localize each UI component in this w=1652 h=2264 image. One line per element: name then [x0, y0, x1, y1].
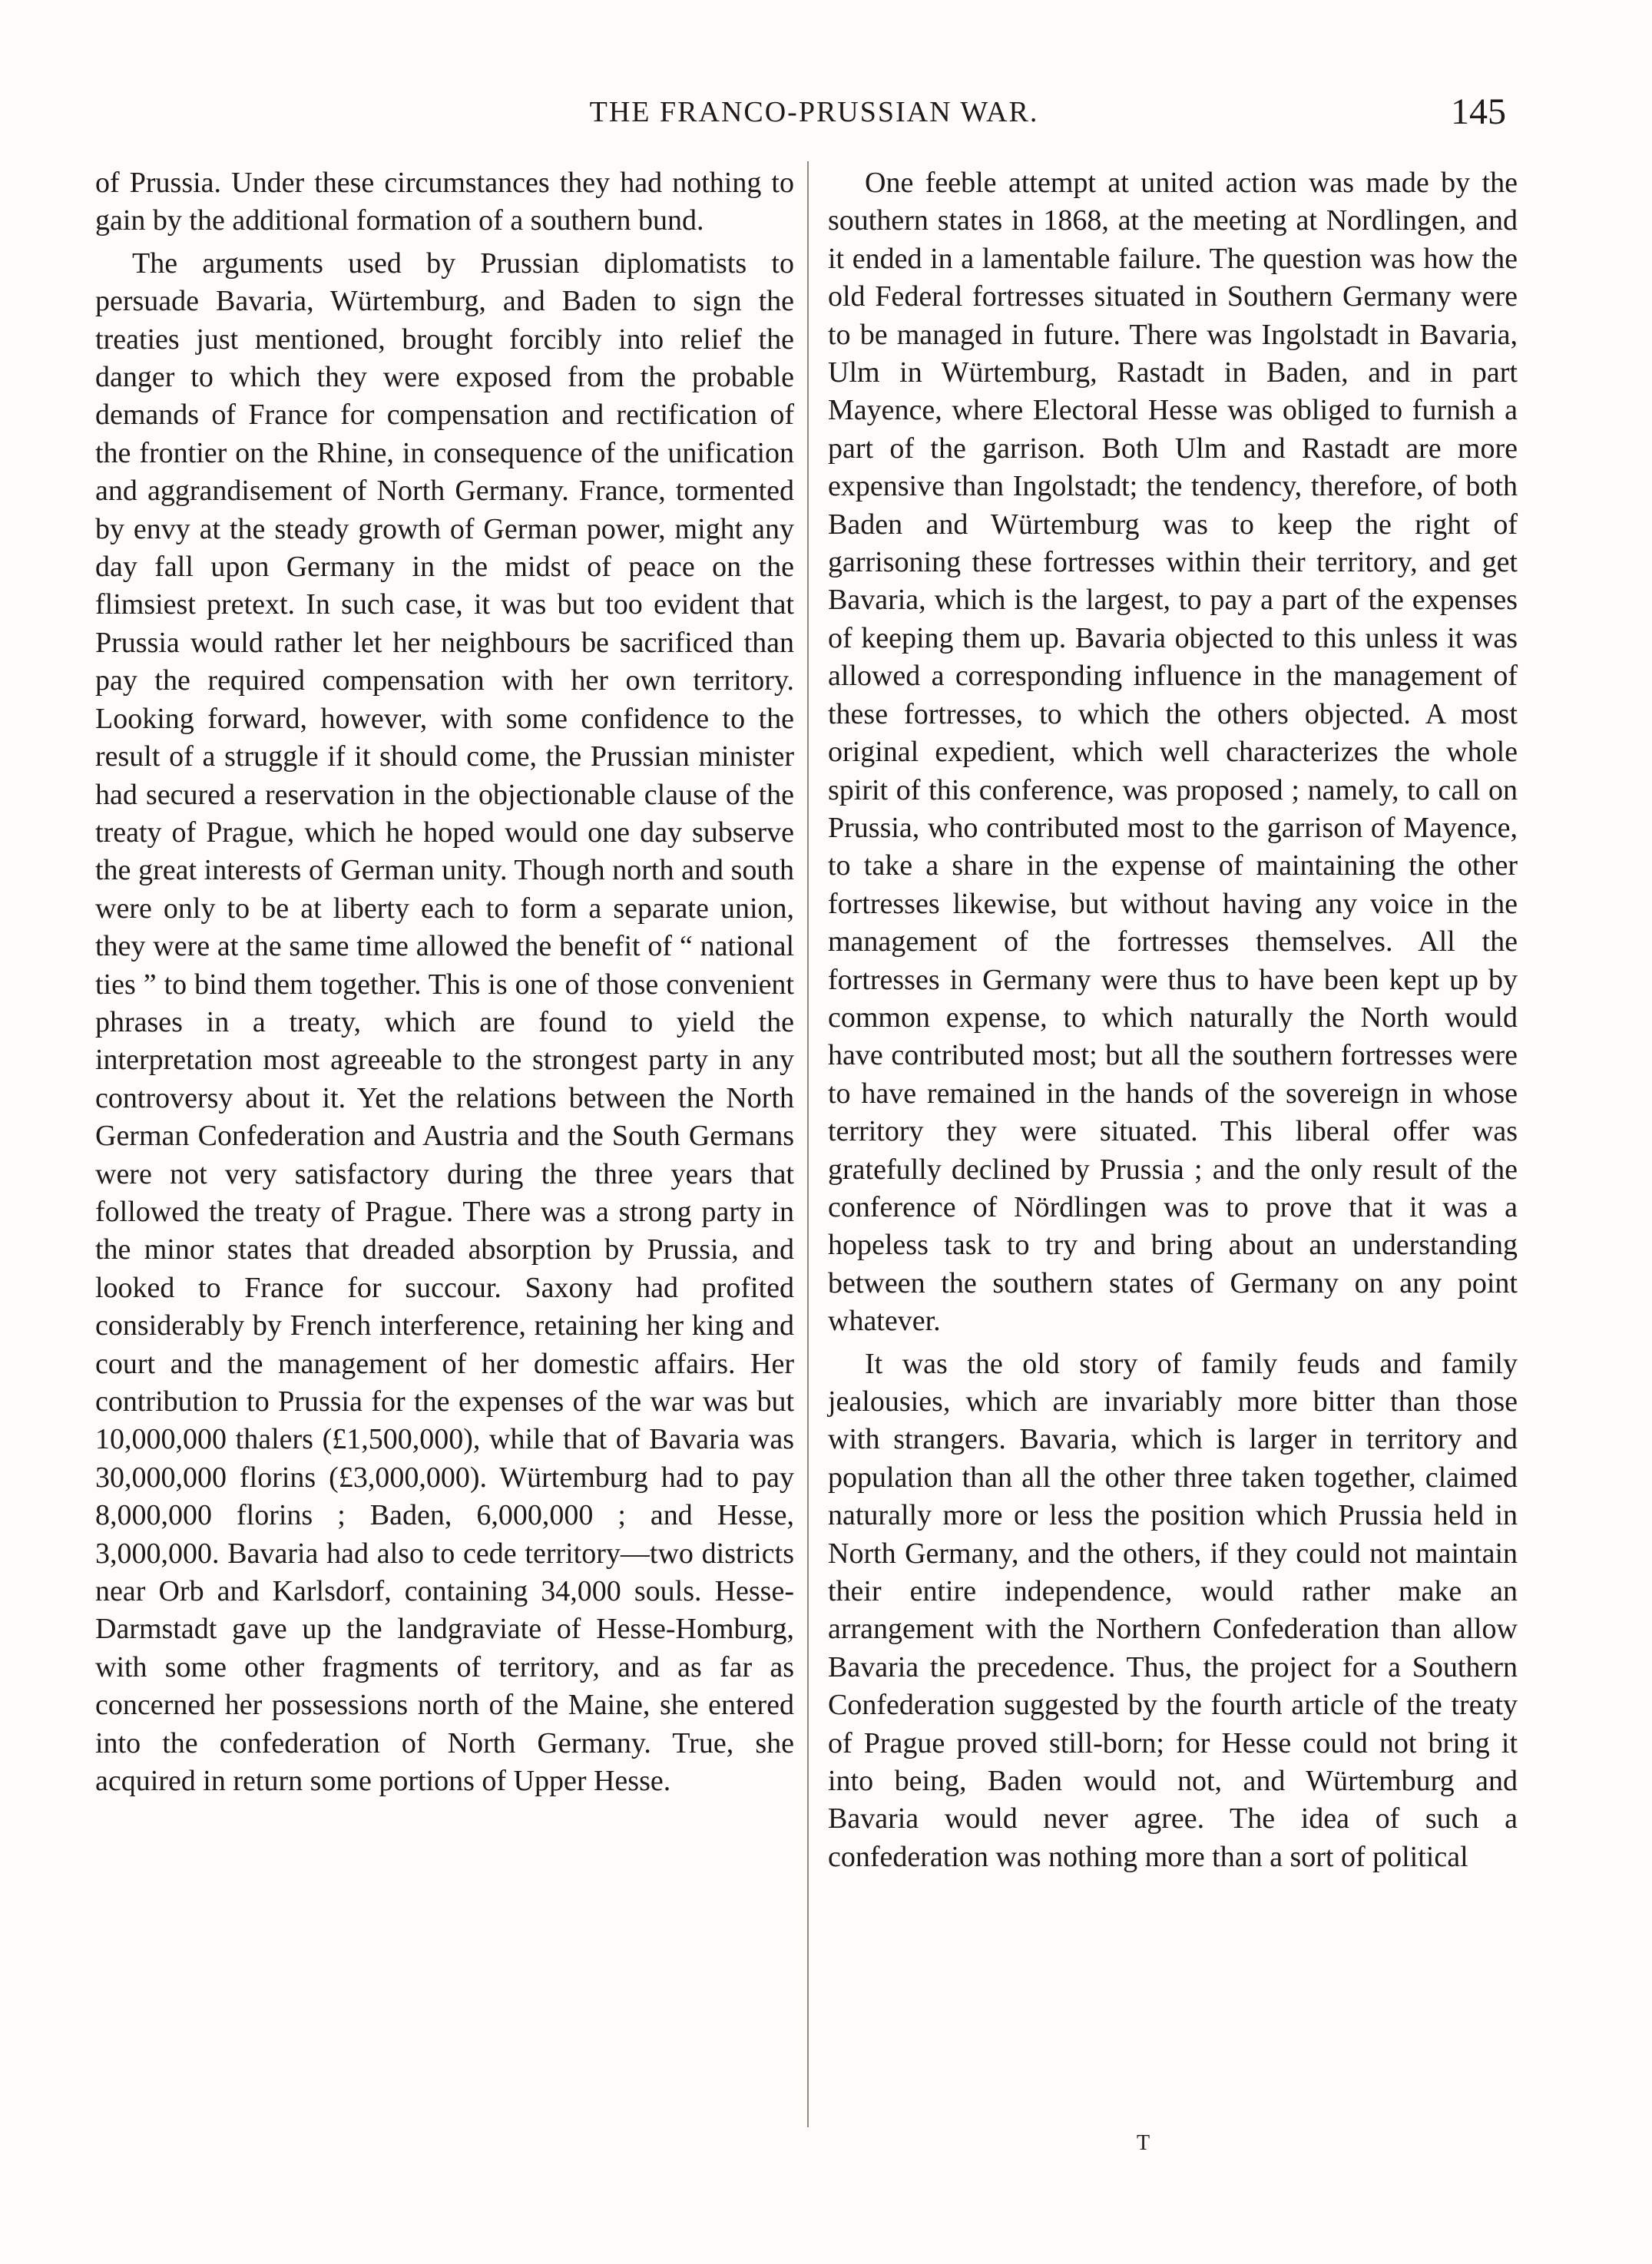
page-number: 145: [1451, 91, 1506, 132]
column-divider: [807, 161, 809, 2127]
paragraph-continued: of Prussia. Under these circumstances they had nothing to gain by the additional formation of a southern bund.: [95, 167, 794, 237]
paragraph-prussian-arguments: The arguments used by Prussian diplomatists to persuade Bavaria, Würtemburg, and Baden to sign the treaties just mentioned, brought forcibly into relief the danger to which they were exposed from the probable demands of France for compensation and rectification of the frontier on the Rhine, in consequence of the unification and aggrandisement of North Germany. France, tormented by envy at the steady growth of German power, might any day fall upon Germany in the midst of peace on the flimsiest pretext. In such case, it was but too evident that Prussia would rather let her neighbours be sacrificed than pay the required compensation with her own territory. Looking forward, however, with some confidence to the result of a struggle if it should come, the Prussian minister had secured a reservation in the objectionable clause of the treaty of Prague, which he hoped would one day subserve the great interests of German unity. Though north and south were only to be at liberty each to form a separate union, they were at the same time allowed the benefit of “ national ties ” to bind them together. This is one of those convenient phrases in a treaty, which are found to yield the interpretation most agreeable to the strongest party in any controversy about it. Yet the relations between the North German Confederation and Austria and the South Germans were not very satisfactory during the three years that followed the treaty of Prague. There was a strong party in the minor states that dreaded absorption by Prussia, and looked to France for succour. Saxony had profited considerably by French interference, retaining her king and court and the management of her domestic affairs. Her contribution to Prussia for the expenses of the war was but 10,000,000 thalers (£1,500,000), while that of Bavaria was 30,000,000 florins (£3,000,000). Würtemburg had to pay 8,000,000 florins ; Baden, 6,000,000 ; and Hesse, 3,000,000. Bavaria had also to cede territory—two districts near Orb and Karlsdorf, containing 34,000 souls. Hesse-Darmstadt gave up the landgraviate of Hesse-Homburg, with some other fragments of territory, and as far as concerned her possessions north of the Maine, she entered into the confederation of North Germany. True, she acquired in return some portions of Upper Hesse.: [95, 247, 794, 1798]
right-text-column: [828, 164, 1518, 1876]
signature-mark: T: [1137, 2131, 1150, 2155]
paragraph-family-feuds: It was the old story of family feuds and family jealousies, which are invariably more bitter than those with strangers. Bavaria, which is larger in territory and population than all the other three taken together, claimed naturally more or less the position which Prussia held in North Germany, and the others, if they could not maintain their entire independence, would rather make an arrangement with the Northern Confederation than allow Bavaria the precedence. Thus, the project for a Southern Confederation suggested by the fourth article of the treaty of Prague proved still-born; for Hesse could not bring it into being, Baden would not, and Würtemburg and Bavaria would never agree. The idea of such a confederation was nothing more than a sort of political: [828, 1347, 1518, 1873]
left-text-column: [95, 164, 794, 1800]
running-title: THE FRANCO-PRUSSIAN WAR.: [589, 96, 1039, 128]
paragraph-nordlingen: One feeble attempt at united action was made by the southern states in 1868, at the meeting at Nordlingen, and it ended in a lamentable failure. The question was how the old Federal fortresses situated in Southern Germany were to be managed in future. There was Ingolstadt in Bavaria, Ulm in Würtemburg, Rastadt in Baden, and in part Mayence, where Electoral Hesse was obliged to furnish a part of the garrison. Both Ulm and Rastadt are more expensive than Ingolstadt; the tendency, therefore, of both Baden and Würtemburg was to keep the right of garrisoning these fortresses within their territory, and get Bavaria, which is the largest, to pay a part of the expenses of keeping them up. Bavaria objected to this unless it was allowed a corresponding influence in the management of these fortresses, to which the others objected. A most original expedient, which well characterizes the whole spirit of this conference, was proposed ; namely, to call on Prussia, who contributed most to the garrison of Mayence, to take a share in the expense of maintaining the other fortresses likewise, but without having any voice in the management of the fortresses themselves. All the fortresses in Germany were thus to have been kept up by common expense, to which naturally the North would have contributed most; but all the southern fortresses were to have remained in the hands of the sovereign in whose territory they were situated. This liberal offer was gratefully declined by Prussia ; and the only result of the conference of Nördlingen was to prove that it was a hopeless task to try and bring about an understanding between the southern states of Germany on any point whatever.: [828, 167, 1518, 1338]
